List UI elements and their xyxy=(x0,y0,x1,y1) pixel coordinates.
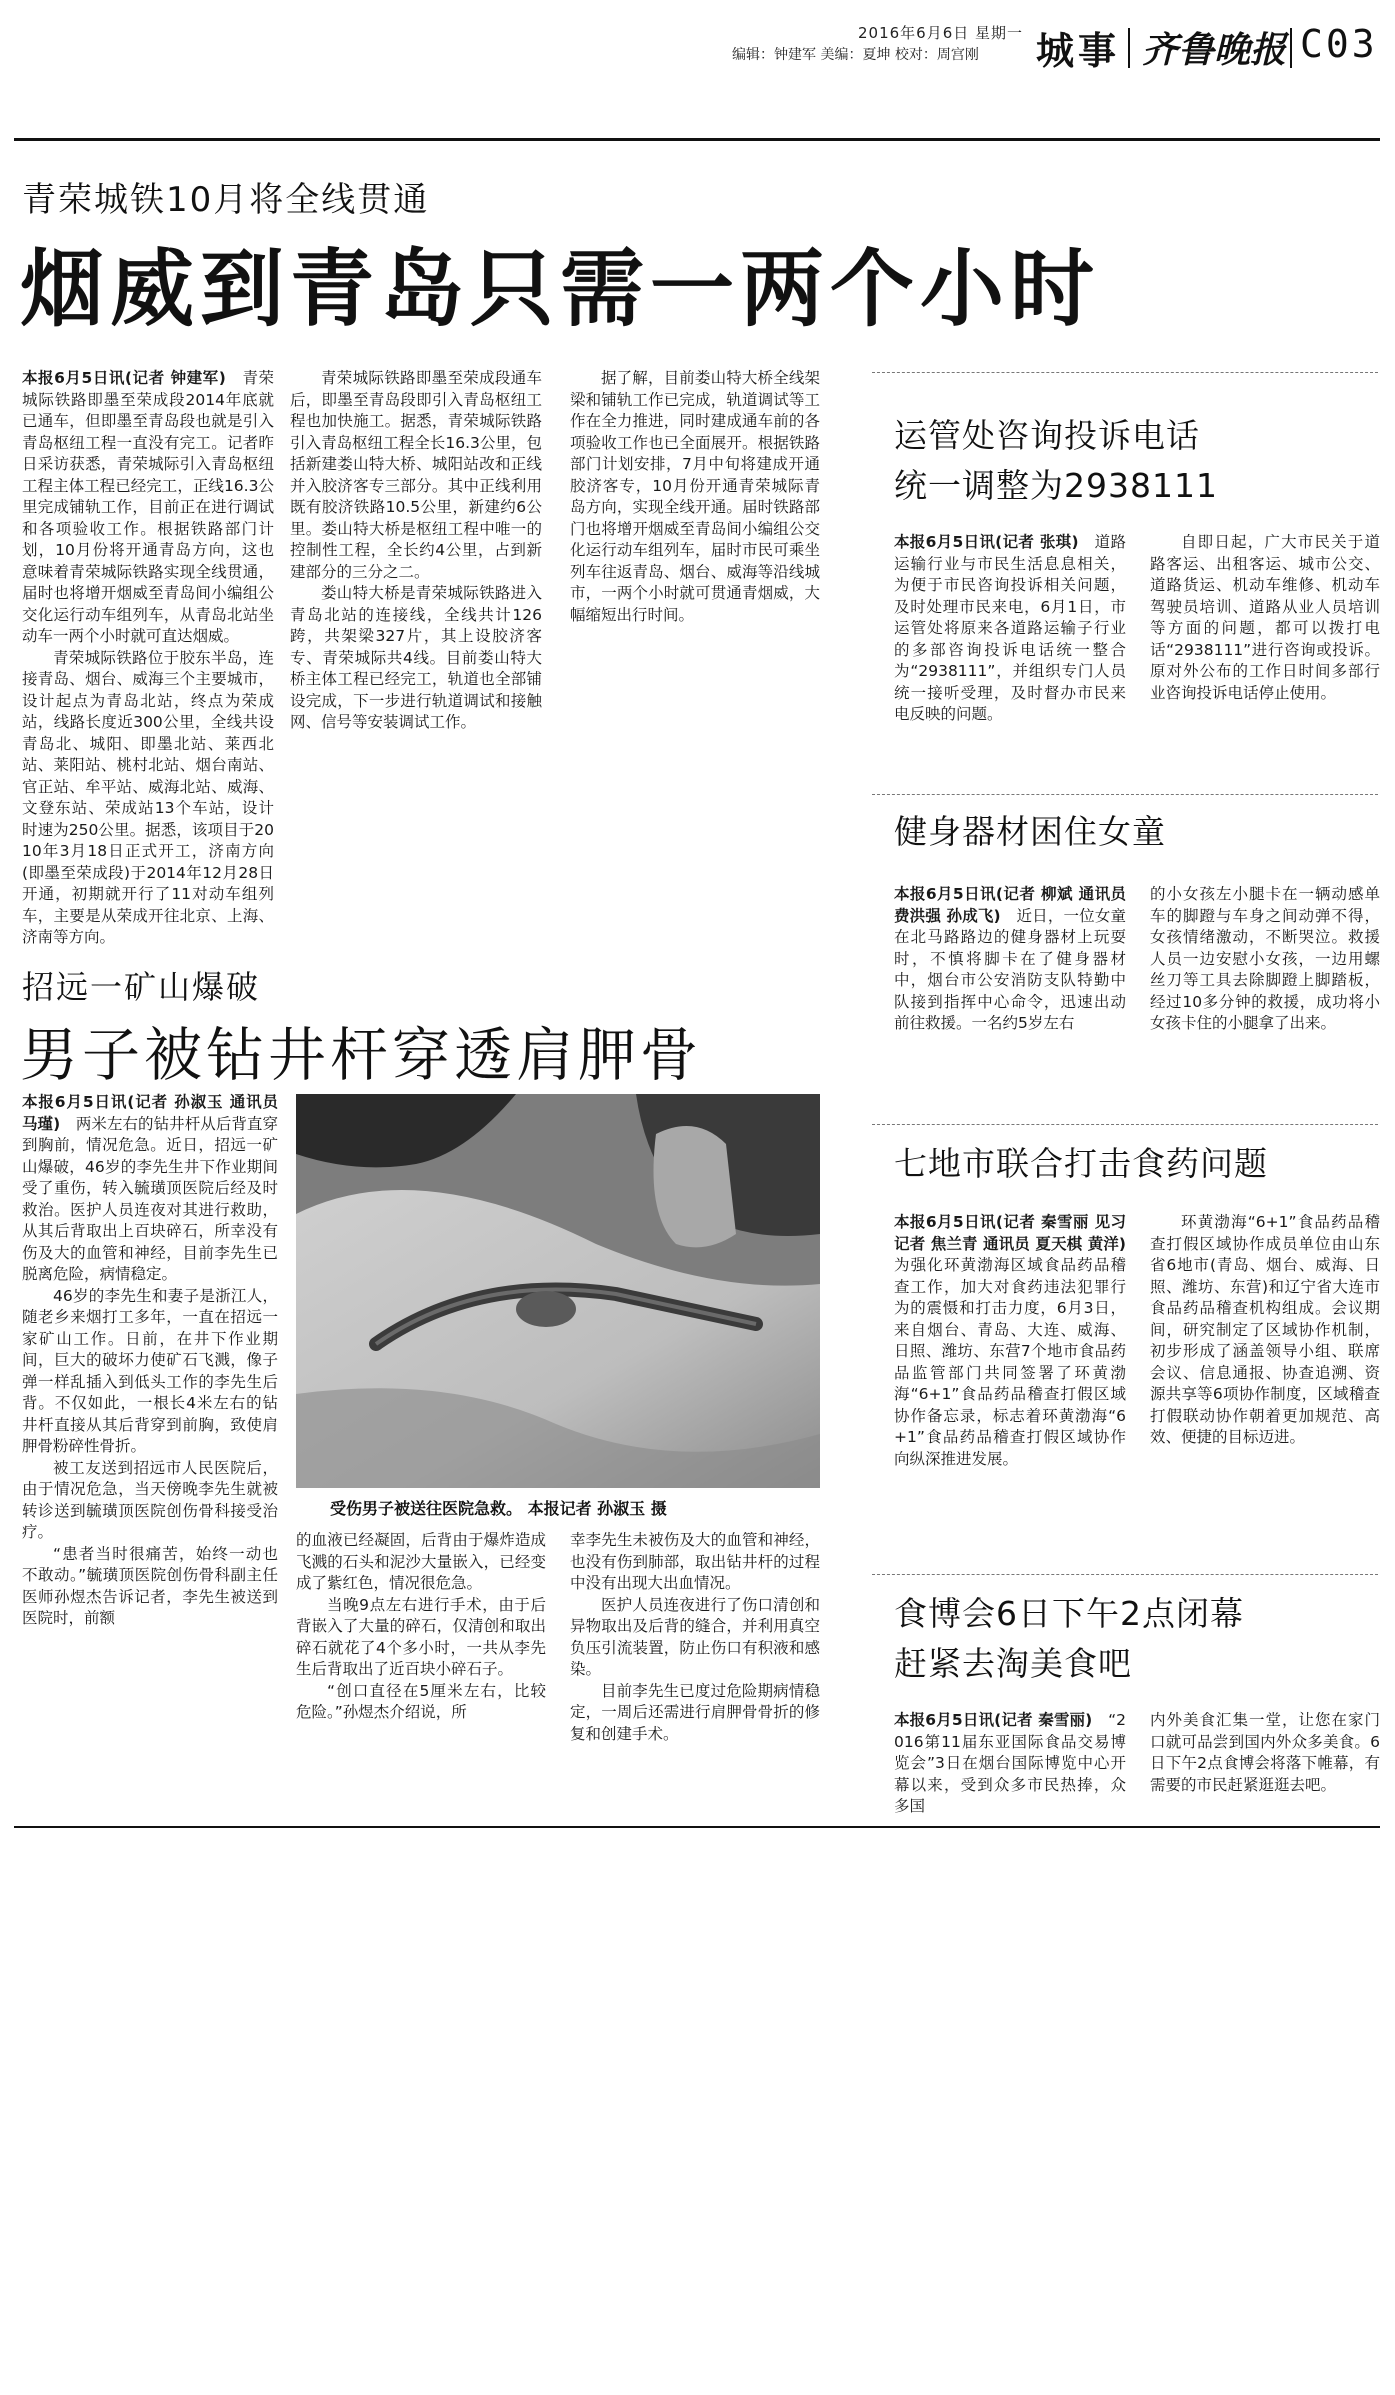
newspaper-logo: 齐鲁晚报 xyxy=(1142,29,1287,71)
article-kicker: 招远一矿山爆破 xyxy=(22,968,261,1006)
article-paragraph: 青荣城际铁路即墨至荣成段通车后，即墨至青岛段即引入青岛枢纽工程也加快施工。据悉，青荣城际铁路引入青岛枢纽工程全长16.3公里，包括新建娄山特大桥、城阳站改和正线并入胶济客专三部分。其中正线利用既有胶济铁路10.5公里，新建约6公里。娄山特大桥是枢纽工程中唯一的控制性工程，全长约4公里，占到新建部分的三分之二。 xyxy=(290,369,542,581)
lead-label: 本报6月5日讯(记者 秦雪丽 见习记者 焦兰青 通讯员 夏天棋 黄洋) xyxy=(894,1213,1126,1253)
header-divider xyxy=(1128,28,1130,68)
article-column xyxy=(1150,884,1380,1104)
article-kicker: 青荣城铁10月将全线贯通 xyxy=(22,180,430,220)
article-paragraph: 为强化环黄渤海区域食品药品稽查工作，加大对食药违法犯罪行为的震慑和打击力度，6月3日，来自烟台、青岛、大连、威海、日照、潍坊、东营7个地市食品药品监管部门共同签署了环黄渤海“6+1”食品药品稽查打假区域协作备忘录，标志着环黄渤海“6+1”食品药品稽查打假区域协作向纵深推进发展。 xyxy=(894,1256,1126,1468)
section-divider xyxy=(872,1574,1378,1575)
lead-label: 本报6月5日讯(记者 秦雪丽) xyxy=(894,1711,1093,1729)
article-column xyxy=(894,1212,1126,1558)
article-paragraph: 据了解，目前娄山特大桥全线架梁和铺轨工作已完成，轨道调试等工作在全力推进，同时建成通车前的各项验收工作也已全面展开。根据铁路部门计划安排，7月中旬将建成开通胶济客专，10月份开通青荣城际青岛方向，实现全线开通。届时铁路部门也将增开烟威至青岛间小编组公交化运行动车组列车，届时市民可乘坐列车往返青岛、烟台、威海等沿线城市，一两个小时就可贯通青烟威，大幅缩短出行时间。 xyxy=(570,369,820,624)
section-divider xyxy=(872,1124,1378,1125)
article-headline: 七地市联合打击食药问题 xyxy=(894,1144,1268,1183)
article-paragraph: 青荣城际铁路即墨至荣成段2014年底就已通车，但即墨至青岛段也就是引入青岛枢纽工程一直没有完工。记者昨日采访获悉，青荣城际引入青岛枢纽工程主体工程已经完工，正线16.3公里完成铺轨工作，目前正在进行调试和各项验收工作。根据铁路部门计划，10月份将开通青岛方向，这也意味着青荣城际铁路实现全线贯通，届时也将增开烟威至青岛间小编组公交化运行动车组列车，从青岛北站坐动车一两个小时就可直达烟威。 xyxy=(22,369,274,645)
article-subheadline: 统一调整为2938111 xyxy=(894,466,1218,505)
article-paragraph: 青荣城际铁路位于胶东半岛，连接青岛、烟台、威海三个主要城市，设计起点为青岛北站，终点为荣成站，线路长度近300公里，全线共设青岛北、城阳、即墨北站、莱西北站、莱阳站、桃村北站、烟台南站、官正站、牟平站、威海北站、威海、文登东站、荣成站13个车站，设计时速为250公里。据悉，该项目于2010年3月18日正式开工，济南方向(即墨至荣成段)于2014年12月28日开通，初期就开行了11对动车组列车，主要是从荣成开往北京、上海、济南等方向。 xyxy=(22,648,274,946)
issue-date: 2016年6月6日 星期一 xyxy=(858,24,1024,42)
article-paragraph: 的血液已经凝固，后背由于爆炸造成飞溅的石头和泥沙大量嵌入，已经变成了紫红色，情况很危急。 xyxy=(296,1531,546,1592)
article-headline: 健身器材困住女童 xyxy=(894,812,1166,851)
article-column xyxy=(1150,1212,1380,1558)
article-paragraph: 的小女孩左小腿卡在一辆动感单车的脚蹬与车身之间动弹不得，女孩情绪激动，不断哭泣。救援人员一边安慰小女孩，一边用螺丝刀等工具去除脚蹬上脚踏板，经过10多分钟的救援，成功将小女孩卡住的小腿拿了出来。 xyxy=(1150,885,1380,1032)
article-paragraph: 医护人员连夜进行了伤口清创和异物取出及后背的缝合，并利用真空负压引流装置，防止伤口有积液和感染。 xyxy=(570,1595,820,1678)
section-divider xyxy=(872,794,1378,795)
lead-label: 本报6月5日讯(记者 钟建军) xyxy=(22,369,226,387)
article-paragraph: “创口直径在5厘米左右，比较危险。”孙煜杰介绍说，所 xyxy=(296,1681,546,1721)
article-column xyxy=(22,368,274,946)
article-paragraph: 道路运输行业与市民生活息息相关，为便于市民咨询投诉相关问题，及时处理市民来电，6月1日，市运管处将原来各道路运输子行业的多部咨询投诉电话统一整合为“2938111”，并组织专门人员统一接听受理，及时督办市民来电反映的问题。 xyxy=(894,533,1126,723)
lead-label: 本报6月5日讯(记者 孙淑玉 通讯员 马瑾) xyxy=(22,1093,278,1133)
article-subheadline: 赶紧去淘美食吧 xyxy=(894,1644,1132,1683)
article-column xyxy=(570,368,820,926)
article-paragraph: 当晚9点左右进行手术，由于后背嵌入了大量的碎石，仅清创和取出碎石就花了4个多小时，一共从李先生后背取出了近百块小碎石子。 xyxy=(296,1595,546,1678)
article-column xyxy=(1150,1710,1380,1814)
article-headline: 烟威到青岛只需一两个小时 xyxy=(20,240,1101,338)
lead-label: 本报6月5日讯(记者 柳斌 通讯员 费洪强 孙成飞) xyxy=(894,885,1126,925)
article-paragraph: 被工友送到招远市人民医院后，由于情况危急，当天傍晚李先生就被转诊送到毓璜顶医院创伤骨科接受治疗。 xyxy=(22,1458,278,1541)
article-paragraph: 环黄渤海“6+1”食品药品稽查打假区域协作成员单位由山东省6地市(青岛、烟台、威海、日照、潍坊、东营)和辽宁省大连市食品药品稽查机构组成。会议期间，研究制定了区域协作机制，初步形成了涵盖领导小组、联席会议、信息通报、协查追溯、资源共享等6项协作制度，区域稽查打假联动协作朝着更加规范、高效、便捷的目标迈进。 xyxy=(1150,1213,1380,1446)
section-title: 城事 xyxy=(1036,29,1121,73)
article-headline: 食博会6日下午2点闭幕 xyxy=(894,1594,1244,1633)
page-bottom-rule xyxy=(14,1826,1380,1828)
article-paragraph: 46岁的李先生和妻子是浙江人，随老乡来烟打工多年，一直在招远一家矿山工作。日前，在井下作业期间，巨大的破坏力使矿石飞溅，像子弹一样乱插入到低头工作的李先生后背。不仅如此，一根长4米左右的钻井杆直接从其后背穿到前胸，致使肩胛骨粉碎性骨折。 xyxy=(22,1286,278,1455)
editor-credits: 编辑：钟建军 美编：夏坤 校对：周宫刚 xyxy=(732,47,979,63)
photo-caption: 受伤男子被送往医院急救。 本报记者 孙淑玉 摄 xyxy=(330,1499,667,1518)
article-column xyxy=(22,1092,278,1812)
article-paragraph: 近日，一位女童在北马路路边的健身器材上玩耍时，不慎将脚卡在了健身器材中，烟台市公安消防支队特勤中队接到指挥中心命令，迅速出动前往救援。一名约5岁左右 xyxy=(894,906,1126,1032)
section-divider xyxy=(872,372,1378,373)
header-rule xyxy=(14,138,1380,141)
article-paragraph: “2016第11届东亚国际食品交易博览会”3日在烟台国际博览中心开幕以来，受到众多市民热捧，众多国 xyxy=(894,1711,1126,1815)
page-number: C03 xyxy=(1300,22,1378,66)
article-column xyxy=(894,532,1126,764)
header-divider xyxy=(1290,28,1292,68)
article-paragraph: 娄山特大桥是青荣城际铁路进入青岛北站的连接线，全线共计126跨，共架梁327片，其上设胶济客专、青荣城际共4线。目前娄山特大桥主体工程已经完工，轨道也全部铺设完成，下一步进行轨道调试和接触网、信号等安装调试工作。 xyxy=(290,584,542,731)
article-column xyxy=(894,1710,1126,1814)
article-paragraph: 自即日起，广大市民关于道路客运、出租客运、城市公交、道路货运、机动车维修、机动车驾驶员培训、道路从业人员培训等方面的问题，都可以拨打电话“2938111”进行咨询或投诉。原对外公布的工作日时间多部行业咨询投诉电话停止使用。 xyxy=(1150,533,1380,702)
article-paragraph: 目前李先生已度过危险期病情稳定，一周后还需进行肩胛骨骨折的修复和创建手术。 xyxy=(570,1681,820,1743)
injured-man-photo xyxy=(296,1094,820,1488)
article-headline: 运管处咨询投诉电话 xyxy=(894,416,1200,455)
news-photo xyxy=(296,1094,820,1488)
lead-label: 本报6月5日讯(记者 张琪) xyxy=(894,533,1079,551)
article-paragraph: 幸李先生未被伤及大的血管和神经，也没有伤到肺部，取出钻井杆的过程中没有出现大出血情况。 xyxy=(570,1531,820,1592)
article-paragraph: “患者当时很痛苦，始终一动也不敢动。”毓璜顶医院创伤骨科副主任医师孙煜杰告诉记者，李先生被送到医院时，前额 xyxy=(22,1544,278,1627)
article-paragraph: 两米左右的钻井杆从后背直穿到胸前，情况危急。近日，招远一矿山爆破，46岁的李先生井下作业期间受了重伤，转入毓璜顶医院后经及时救治。医护人员连夜对其进行救助，从其后背取出上百块碎石，所幸没有伤及大的血管和神经，目前李先生已脱离危险，病情稳定。 xyxy=(22,1114,278,1283)
article-column xyxy=(894,884,1126,1104)
article-paragraph: 内外美食汇集一堂，让您在家门口就可品尝到国内外众多美食。6日下午2点食博会将落下帷幕，有需要的市民赶紧逛逛去吧。 xyxy=(1150,1711,1380,1794)
article-column xyxy=(1150,532,1380,764)
article-column xyxy=(290,368,542,926)
article-column xyxy=(296,1530,546,1812)
article-column xyxy=(570,1530,820,1812)
article-headline: 男子被钻井杆穿透肩胛骨 xyxy=(20,1021,703,1089)
